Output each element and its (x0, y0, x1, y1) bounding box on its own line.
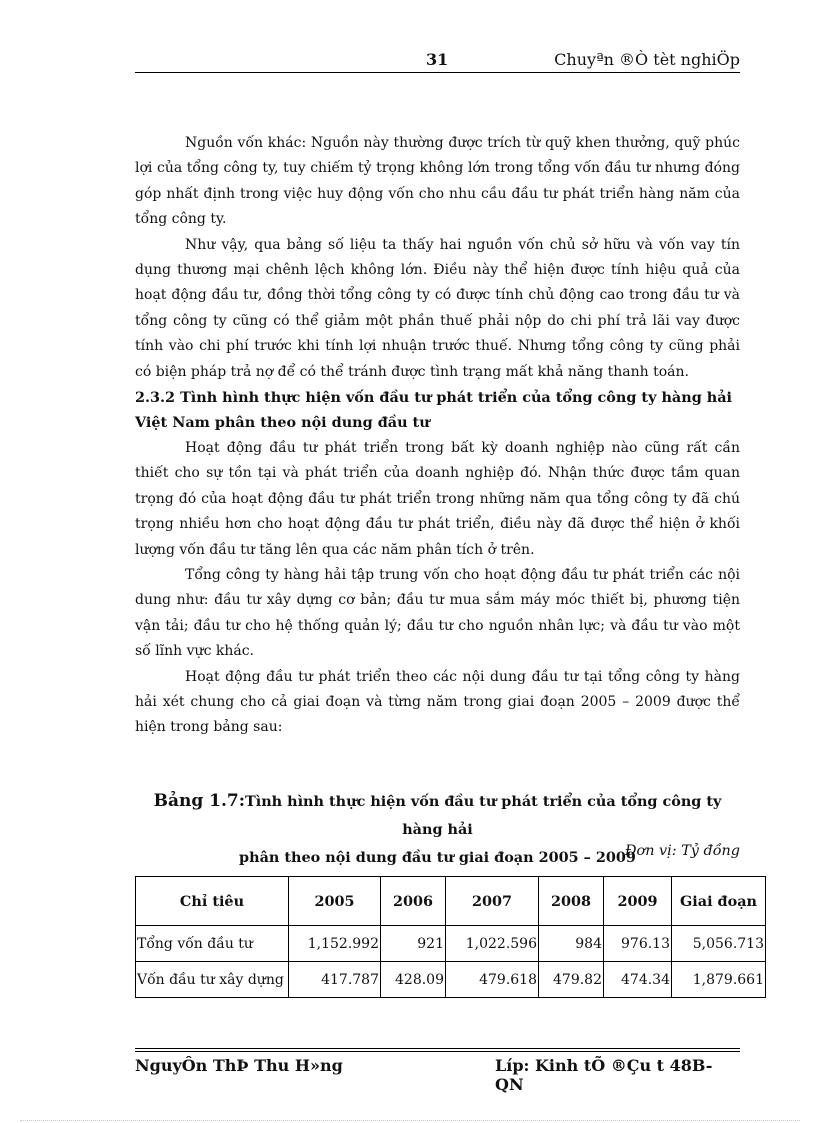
footer-rule (135, 1048, 740, 1049)
table-cell: 976.13 (604, 926, 672, 962)
body-text (135, 131, 740, 741)
page-number: 31 (426, 50, 449, 69)
table-row (136, 926, 766, 962)
column-header: 2009 (604, 877, 672, 926)
table-row (136, 962, 766, 998)
footer-author: NguyÔn ThÞ Thu H»ng (135, 1056, 343, 1075)
table-cell: 428.09 (381, 962, 446, 998)
row-label: Tổng vốn đầu tư (136, 926, 289, 962)
table-cell: 984 (539, 926, 604, 962)
page-edge-divider (20, 1120, 800, 1121)
table-caption-line1: Tình hình thực hiện vốn đầu tư phát triển của tổng công ty hàng hải (245, 793, 722, 838)
table-cell: 1,022.596 (446, 926, 539, 962)
column-header: Chỉ tiêu (136, 877, 289, 926)
row-label: Vốn đầu tư xây dựng (136, 962, 289, 998)
paragraph-conclusion: Như vậy, qua bảng số liệu ta thấy hai nguồn vốn chủ sở hữu và vốn vay tín dụng thương mại chênh lệch không lớn. Điều này thể hiện được tính hiệu quả của hoạt động đầu tư, đồng thời tổng công ty có được tính chủ động cao trong đầu tư và tổng công ty cũng có thể giảm một phần thuế phải nộp do chi phí trả lãi vay được tính vào chi phí trước khi tính lợi nhuận trước thuế. Nhưng tổng công ty cũng phải có biện pháp trả nợ để có thể tránh được tình trạng mất khả năng thanh toán. (135, 236, 740, 380)
page-header (135, 50, 740, 70)
table-cell: 1,879.661 (672, 962, 766, 998)
paragraph-investment-areas: Tổng công ty hàng hải tập trung vốn cho hoạt động đầu tư phát triển các nội dung như: đầu tư xây dựng cơ bản; đầu tư mua sắm máy móc thiết bị, phương tiện vận tải; đầu tư cho hệ thống quản lý; đầu tư cho nguồn nhân lực; và đầu tư vào một số lĩnh vực khác. (135, 566, 740, 660)
table-cell: 417.787 (289, 962, 381, 998)
column-header: 2007 (446, 877, 539, 926)
table-unit: Đơn vị: Tỷ đồng (624, 843, 740, 859)
table-cell: 474.34 (604, 962, 672, 998)
table-caption-label: Bảng 1.7: (153, 791, 246, 811)
table-cell: 479.82 (539, 962, 604, 998)
table-caption-line2: phân theo nội dung đầu tư giai đoạn 2005 – 2009 (239, 849, 636, 866)
footer-class: Líp: Kinh tÕ ®Çu t 48B- QN (495, 1056, 713, 1094)
table-header-row (136, 877, 766, 926)
header-title: Chuyªn ®Ò tèt nghiÖp (554, 50, 740, 69)
paragraph-importance: Hoạt động đầu tư phát triển trong bất kỳ doanh nghiệp nào cũng rất cần thiết cho sự tồn tại và phát triển của doanh nghiệp đó. Nhận thức được tầm quan trọng đó của hoạt động đầu tư phát triển trong những năm qua tổng công ty đã chú trọng nhiều hơn cho hoạt động đầu tư phát triển, điều này đã được thể hiện ở khối lượng vốn đầu tư tăng lên qua các năm phân tích ở trên. (135, 439, 740, 558)
column-header: 2005 (289, 877, 381, 926)
column-header: Giai đoạn (672, 877, 766, 926)
footer-rule-second (135, 1051, 740, 1052)
table-cell: 479.618 (446, 962, 539, 998)
column-header: 2008 (539, 877, 604, 926)
table-cell: 921 (381, 926, 446, 962)
table-cell: 5,056.713 (672, 926, 766, 962)
investment-table (135, 876, 766, 998)
section-heading: 2.3.2 Tình hình thực hiện vốn đầu tư phát triển của tổng công ty hàng hải Việt Nam phân theo nội dung đầu tư (135, 389, 733, 432)
column-header: 2006 (381, 877, 446, 926)
paragraph-table-intro: Hoạt động đầu tư phát triển theo các nội dung đầu tư tại tổng công ty hàng hải xét chung cho cả giai đoạn và từng năm trong giai đoạn 2005 – 2009 được thể hiện trong bảng sau: (135, 668, 740, 736)
paragraph-other-sources: Nguồn vốn khác: Nguồn này thường được trích từ quỹ khen thưởng, quỹ phúc lợi của tổng công ty, tuy chiếm tỷ trọng không lớn trong tổng vốn đầu tư nhưng đóng góp nhất định trong việc huy động vốn cho nhu cầu đầu tư phát triển hàng năm của tổng công ty. (135, 135, 740, 228)
table-caption (135, 787, 740, 872)
table-cell: 1,152.992 (289, 926, 381, 962)
header-rule (135, 72, 740, 73)
